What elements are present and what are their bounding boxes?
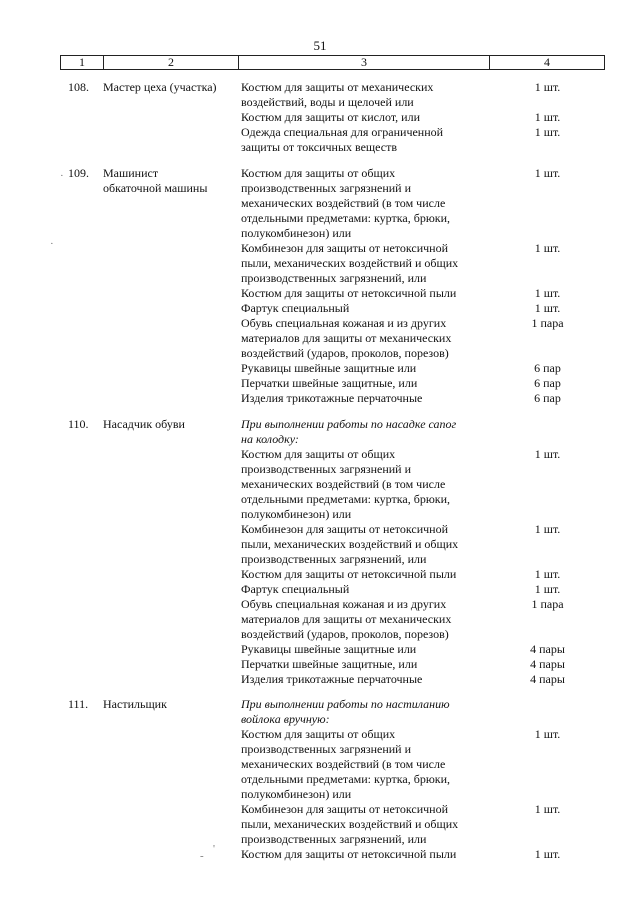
equipment-item-line: производственных загрязнений и — [241, 181, 412, 195]
equipment-item-line: Перчатки швейные защитные, или — [241, 657, 418, 671]
quantity-spacer — [495, 140, 600, 155]
equipment-item-line: Фартук специальный — [241, 301, 350, 315]
quantity-spacer — [495, 211, 600, 226]
equipment-list — [241, 417, 491, 687]
condition-note-line: При выполнении работы по настиланию — [241, 697, 450, 711]
equipment-item-line: Рукавицы швейные защитные или — [241, 361, 417, 375]
profession-name-line: Машинист — [103, 166, 159, 180]
item-quantity: 1 шт. — [534, 727, 561, 741]
quantity-spacer — [495, 417, 600, 432]
equipment-item-line: Обувь специальная кожаная и из других — [241, 597, 447, 611]
item-quantity: 4 пары — [530, 657, 565, 671]
profession-name — [103, 166, 238, 196]
quantity-spacer — [495, 477, 600, 492]
page-number: 51 — [313, 38, 327, 53]
item-quantity: 1 шт. — [534, 80, 561, 94]
row-number: 110. — [68, 417, 89, 431]
scan-dot-mark: - — [200, 850, 204, 862]
quantity-spacer — [495, 331, 600, 346]
equipment-item-line: Изделия трикотажные перчаточные — [241, 672, 423, 686]
equipment-item-line: механических воздействий (в том числе — [241, 196, 446, 210]
equipment-item-line: Костюм для защиты от нетоксичной пыли — [241, 847, 457, 861]
equipment-item-line: Комбинезон для защиты от нетоксичной — [241, 241, 449, 255]
item-quantity: 1 пара — [531, 597, 564, 611]
equipment-item-line: производственных загрязнений, или — [241, 552, 427, 566]
equipment-item-line: Комбинезон для защиты от нетоксичной — [241, 522, 449, 536]
quantity-spacer — [495, 552, 600, 567]
row-number: 108. — [68, 80, 89, 94]
equipment-item-line: Костюм для защиты от общих — [241, 727, 396, 741]
equipment-item-line: воздействий (ударов, проколов, порезов) — [241, 346, 449, 360]
equipment-item-line: Перчатки швейные защитные, или — [241, 376, 418, 390]
equipment-item-line: воздействий, воды и щелочей или — [241, 95, 414, 109]
quantity-spacer — [495, 432, 600, 447]
item-quantity: 1 пара — [531, 316, 564, 330]
equipment-list — [241, 80, 491, 155]
scan-dot-mark: · — [50, 238, 54, 250]
item-quantity: 1 шт. — [534, 567, 561, 581]
quantity-spacer — [495, 181, 600, 196]
item-quantity: 1 шт. — [534, 125, 561, 139]
quantity-spacer — [495, 697, 600, 712]
equipment-item-line: Рукавицы швейные защитные или — [241, 642, 417, 656]
quantity-spacer — [495, 742, 600, 757]
condition-note-line: войлока вручную: — [241, 712, 330, 726]
equipment-item-line: полукомбинезон) или — [241, 226, 352, 240]
quantity-spacer — [495, 256, 600, 271]
item-quantity: 1 шт. — [534, 301, 561, 315]
header-col-3: 3 — [239, 56, 490, 69]
profession-name-line: обкаточной машины — [103, 181, 208, 195]
equipment-item-line: отдельными предметами: куртка, брюки, — [241, 772, 451, 786]
equipment-item-line: Костюм для защиты от нетоксичной пыли — [241, 286, 457, 300]
header-col-4: 4 — [544, 55, 550, 69]
quantity-spacer — [495, 817, 600, 832]
equipment-item-line: производственных загрязнений, или — [241, 832, 427, 846]
quantity-list — [495, 417, 600, 687]
profession-name-line: Насадчик обуви — [103, 417, 185, 431]
quantity-spacer — [495, 226, 600, 241]
equipment-item-line: материалов для защиты от механических — [241, 612, 452, 626]
equipment-item-line: Костюм для защиты от общих — [241, 447, 396, 461]
equipment-item-line: пыли, механических воздействий и общих — [241, 256, 459, 270]
item-quantity: 4 пары — [530, 672, 565, 686]
condition-note-line: на колодку: — [241, 432, 299, 446]
item-quantity: 1 шт. — [534, 110, 561, 124]
quantity-spacer — [495, 196, 600, 211]
equipment-item-line: Фартук специальный — [241, 582, 350, 596]
quantity-spacer — [495, 492, 600, 507]
quantity-spacer — [495, 271, 600, 286]
header-col-1: 1 — [61, 56, 104, 69]
equipment-item-line: Костюм для защиты от общих — [241, 166, 396, 180]
quantity-spacer — [495, 757, 600, 772]
equipment-item-line: пыли, механических воздействий и общих — [241, 537, 459, 551]
item-quantity: 1 шт. — [534, 802, 561, 816]
equipment-list — [241, 166, 491, 406]
equipment-item-line: отдельными предметами: куртка, брюки, — [241, 211, 451, 225]
profession-name — [103, 417, 238, 432]
item-quantity: 1 шт. — [534, 166, 561, 180]
equipment-item-line: пыли, механических воздействий и общих — [241, 817, 459, 831]
quantity-spacer — [495, 346, 600, 361]
quantity-spacer — [495, 507, 600, 522]
equipment-item-line: Костюм для защиты от кислот, или — [241, 110, 420, 124]
equipment-item-line: полукомбинезон) или — [241, 787, 352, 801]
quantity-spacer — [495, 832, 600, 847]
profession-name — [103, 697, 238, 712]
quantity-spacer — [495, 712, 600, 727]
equipment-item-line: Изделия трикотажные перчаточные — [241, 391, 423, 405]
quantity-spacer — [495, 537, 600, 552]
item-quantity: 6 пар — [534, 391, 561, 405]
row-number: 111. — [68, 697, 89, 711]
item-quantity: 1 шт. — [534, 447, 561, 461]
item-quantity: 1 шт. — [534, 241, 561, 255]
profession-name — [103, 80, 238, 95]
item-quantity: 1 шт. — [534, 522, 561, 536]
quantity-spacer — [495, 772, 600, 787]
equipment-item-line: производственных загрязнений, или — [241, 271, 427, 285]
item-quantity: 1 шт. — [534, 847, 561, 861]
quantity-spacer — [495, 95, 600, 110]
equipment-item-line: материалов для защиты от механических — [241, 331, 452, 345]
equipment-item-line: Одежда специальная для ограниченной — [241, 125, 444, 139]
scan-dot-mark: · — [60, 170, 64, 182]
quantity-spacer — [495, 627, 600, 642]
equipment-item-line: Обувь специальная кожаная и из других — [241, 316, 447, 330]
quantity-spacer — [495, 787, 600, 802]
equipment-item-line: воздействий (ударов, проколов, порезов) — [241, 627, 449, 641]
equipment-item-line: механических воздействий (в том числе — [241, 477, 446, 491]
table-header — [60, 55, 605, 70]
item-quantity: 4 пары — [530, 642, 565, 656]
item-quantity: 1 шт. — [534, 286, 561, 300]
equipment-item-line: отдельными предметами: куртка, брюки, — [241, 492, 451, 506]
equipment-item-line: защиты от токсичных веществ — [241, 140, 398, 154]
equipment-item-line: производственных загрязнений и — [241, 462, 412, 476]
quantity-list — [495, 80, 600, 155]
item-quantity: 1 шт. — [534, 582, 561, 596]
item-quantity: 6 пар — [534, 361, 561, 375]
equipment-item-line: Комбинезон для защиты от нетоксичной — [241, 802, 449, 816]
condition-note-line: При выполнении работы по насадке сапог — [241, 417, 457, 431]
profession-name-line: Мастер цеха (участка) — [103, 80, 217, 94]
item-quantity: 6 пар — [534, 376, 561, 390]
scan-dot-mark: ' — [213, 843, 215, 855]
equipment-item-line: производственных загрязнений и — [241, 742, 412, 756]
quantity-list — [495, 697, 600, 862]
header-col-2: 2 — [104, 56, 239, 69]
quantity-spacer — [495, 462, 600, 477]
quantity-list — [495, 166, 600, 406]
profession-name-line: Настильщик — [103, 697, 167, 711]
equipment-item-line: Костюм для защиты от нетоксичной пыли — [241, 567, 457, 581]
row-number: 109. — [68, 166, 89, 180]
equipment-item-line: полукомбинезон) или — [241, 507, 352, 521]
quantity-spacer — [495, 612, 600, 627]
equipment-list — [241, 697, 491, 862]
equipment-item-line: Костюм для защиты от механических — [241, 80, 434, 94]
equipment-item-line: механических воздействий (в том числе — [241, 757, 446, 771]
